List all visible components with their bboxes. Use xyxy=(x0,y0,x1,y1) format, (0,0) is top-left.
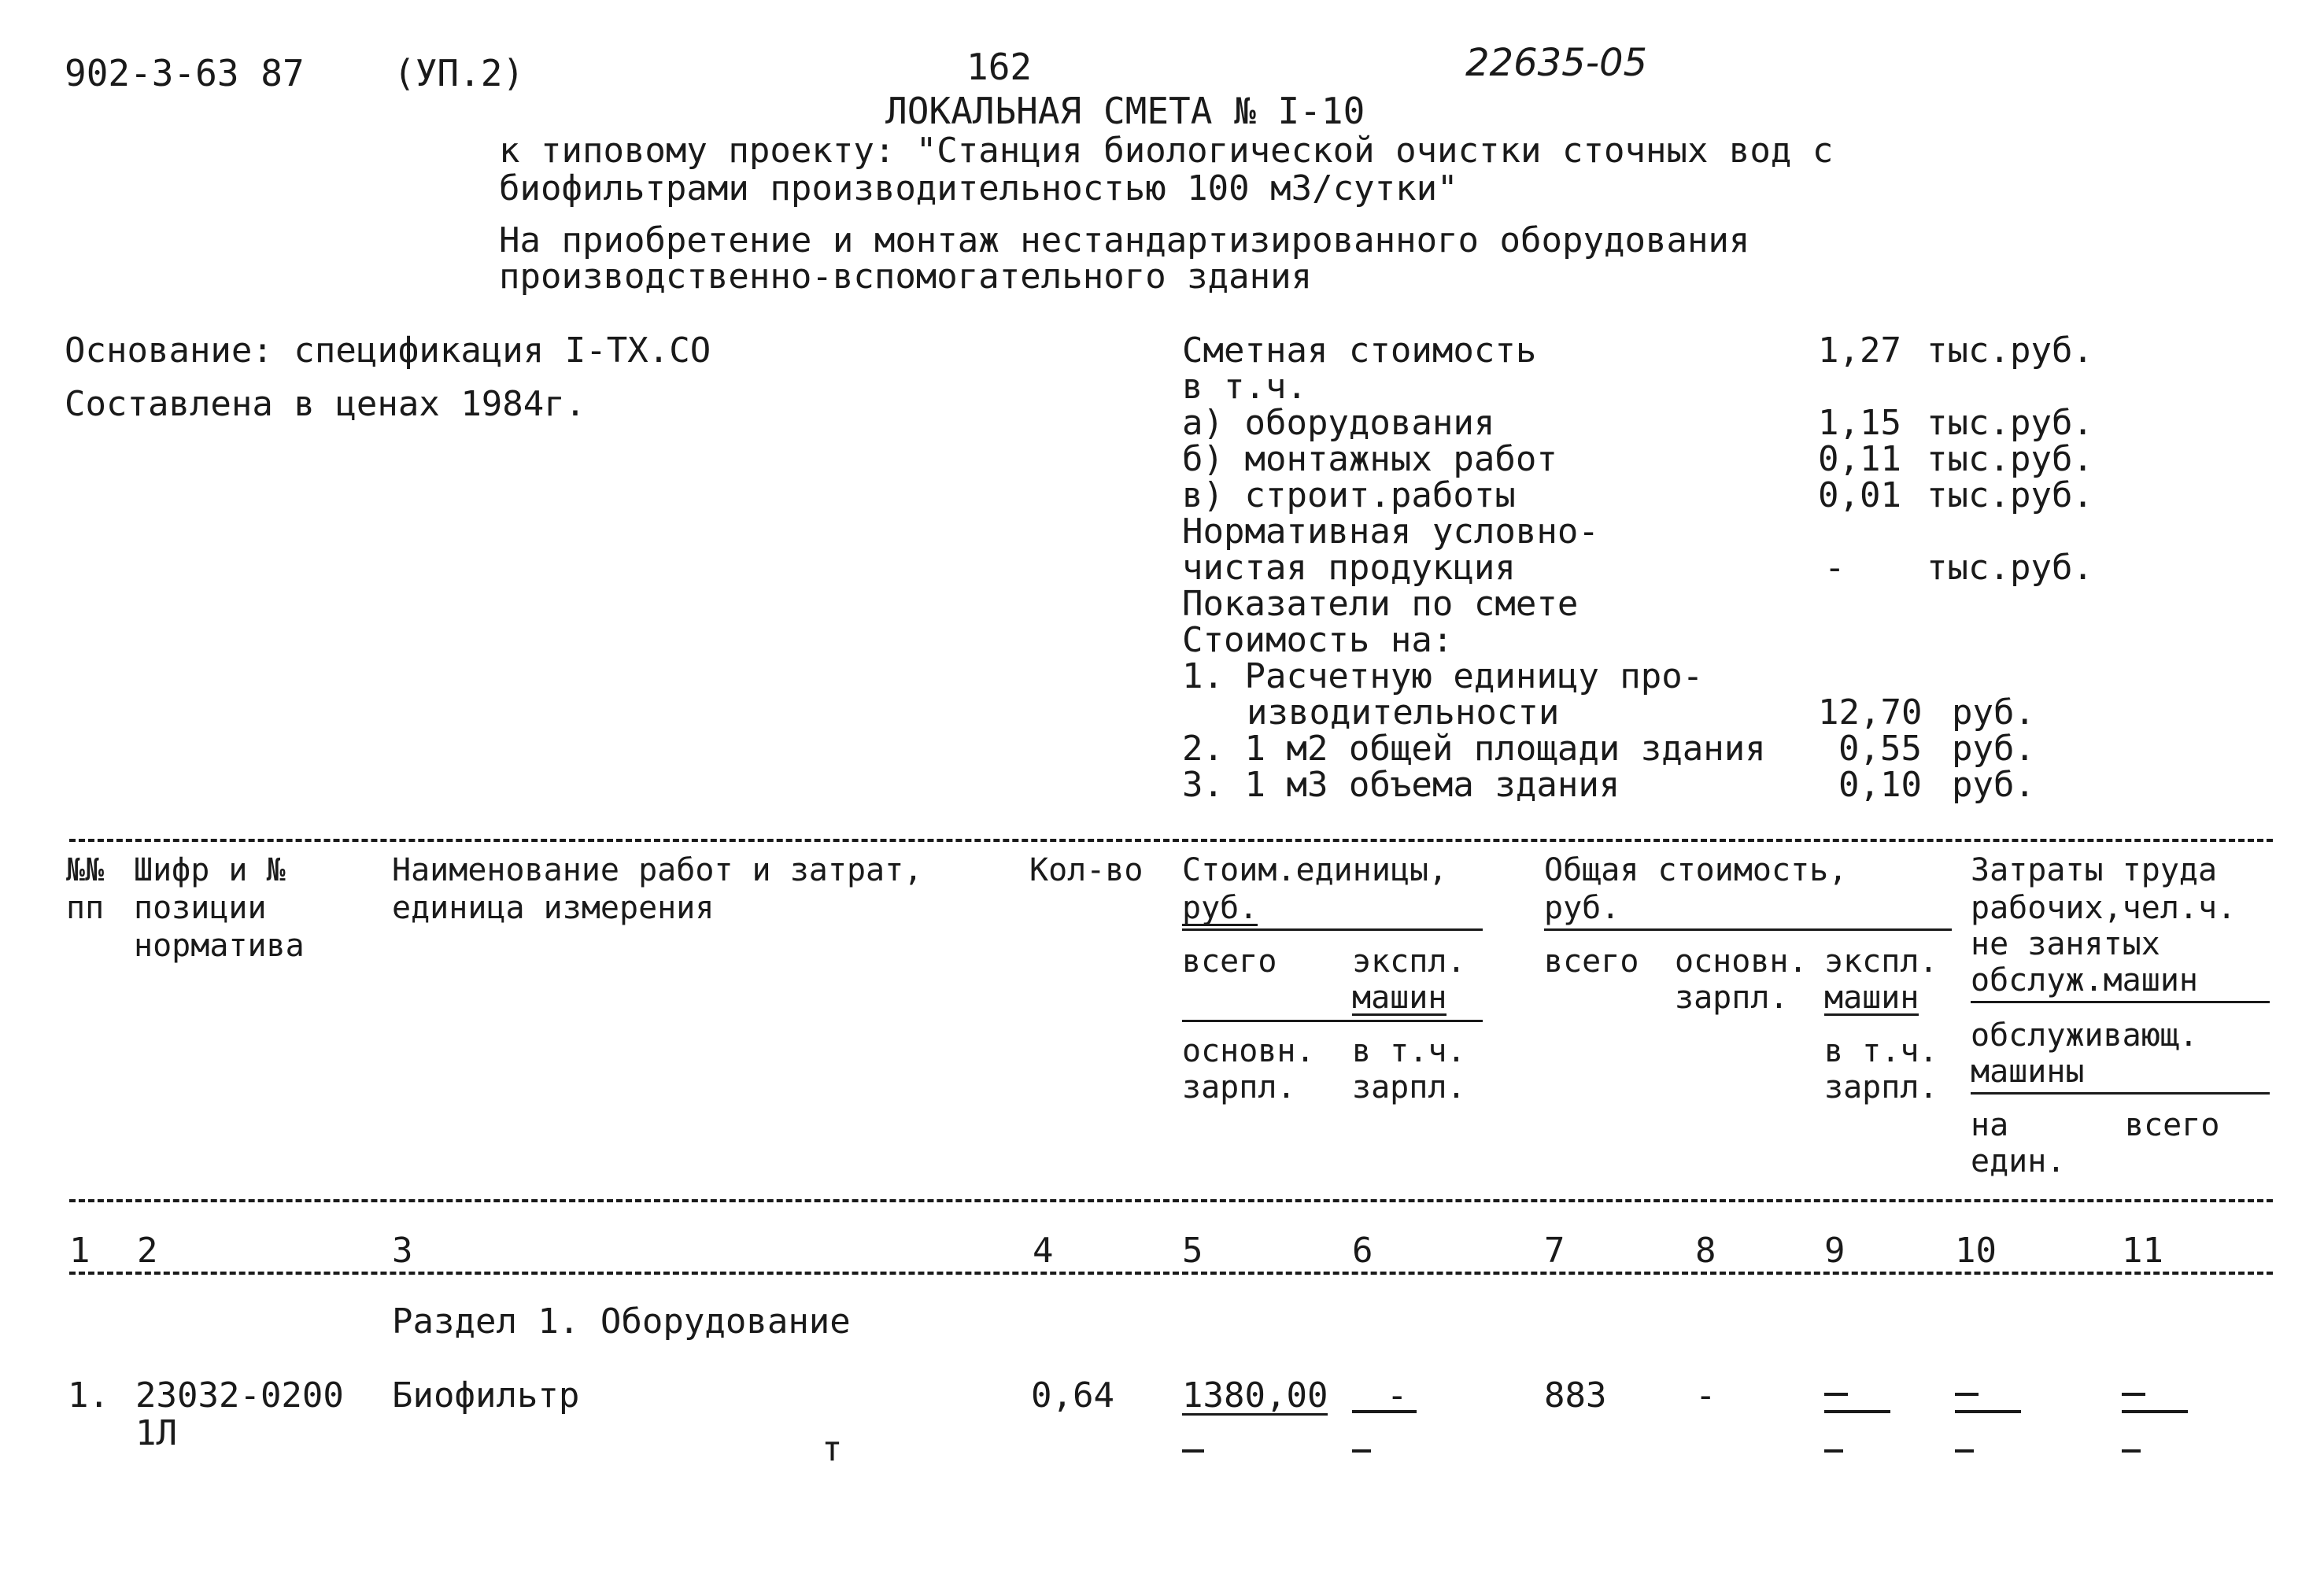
normative-unit: тыс.руб. xyxy=(1927,548,2093,588)
equipment-unit: тыс.руб. xyxy=(1927,403,2093,443)
project-line-1: к типовому проекту: "Станция биологической очистки сточных вод с xyxy=(499,131,1834,171)
header-total-machine-wages-2: зарпл. xyxy=(1824,1069,1938,1106)
per-unit-label-2: изводительности xyxy=(1247,692,1560,733)
header-col3-line1: Наименование работ и затрат, xyxy=(392,852,923,888)
row-total-wages: - xyxy=(1695,1375,1716,1416)
dash-col9-b xyxy=(1824,1410,1890,1413)
header-unit-total: всего xyxy=(1182,943,1277,980)
cost-per-label: Стоимость на: xyxy=(1182,620,1454,660)
header-labor-not-machines-2: обслуж.машин xyxy=(1971,962,2198,999)
equipment-label: а) оборудования xyxy=(1182,403,1495,443)
colnum-7: 7 xyxy=(1544,1231,1565,1271)
construction-unit: тыс.руб. xyxy=(1927,475,2093,515)
header-total-wages-1: основн. xyxy=(1675,943,1808,980)
header-col2-line3: норматива xyxy=(134,928,305,964)
stamp-number: 22635-05 xyxy=(1465,41,1648,85)
header-labor-1: Затраты труда xyxy=(1971,852,2218,888)
colnum-1: 1 xyxy=(69,1231,91,1271)
colnum-10: 10 xyxy=(1955,1231,1997,1271)
document-code: 902-3-63 87 xyxy=(65,52,305,94)
row-unit-machine: - xyxy=(1387,1375,1408,1416)
dash-col11-b xyxy=(2122,1410,2188,1413)
column-numbers-rule xyxy=(69,1272,2273,1275)
including-label: в т.ч. xyxy=(1182,367,1307,407)
row-unit-machine-underline xyxy=(1352,1410,1417,1413)
colnum-9: 9 xyxy=(1824,1231,1846,1271)
dash-col10-b xyxy=(1955,1410,2021,1413)
header-col3-line2: единица измерения xyxy=(392,890,715,926)
page-number: 162 xyxy=(966,46,1033,88)
colnum-3: 3 xyxy=(392,1231,413,1271)
header-unit-machine-1: экспл. xyxy=(1352,943,1466,980)
header-labor-machines-2: машины xyxy=(1971,1054,2085,1090)
header-total-machine-1: экспл. xyxy=(1824,943,1938,980)
row-unit-total: 1380,00 xyxy=(1182,1375,1328,1416)
row-code-2: 1Л xyxy=(135,1413,177,1453)
row-code-1: 23032-0200 xyxy=(135,1375,344,1416)
header-unit-cost-rub: руб. xyxy=(1182,890,1258,926)
header-total-wages-2: зарпл. xyxy=(1675,980,1789,1016)
per-m2-value: 0,55 xyxy=(1838,729,1922,769)
row-name: Биофильтр xyxy=(392,1375,580,1416)
header-labor-machines-1: обслуживающ. xyxy=(1971,1017,2198,1054)
colnum-4: 4 xyxy=(1033,1231,1054,1271)
row-qty: 0,64 xyxy=(1031,1375,1114,1416)
per-unit-label-1: 1. Расчетную единицу про- xyxy=(1182,656,1704,696)
header-unit-wages-2: зарпл. xyxy=(1182,1069,1296,1106)
header-unit-machine-wages-2: зарпл. xyxy=(1352,1069,1466,1106)
construction-value: 0,01 xyxy=(1818,475,1901,515)
header-total-total: всего xyxy=(1544,943,1639,980)
header-total-cost: Общая стоимость, xyxy=(1544,852,1848,888)
per-m3-value: 0,10 xyxy=(1838,765,1922,805)
document-title: ЛОКАЛЬНАЯ СМЕТА № I-10 xyxy=(885,90,1365,132)
subject-line-2: производственно-вспомогательного здания xyxy=(499,257,1313,297)
installation-value: 0,11 xyxy=(1818,439,1901,479)
header-unit-cost-rule xyxy=(1182,928,1483,931)
header-col4: Кол-во xyxy=(1029,852,1144,888)
per-m3-unit: руб. xyxy=(1952,765,2035,805)
header-col2-line2: позиции xyxy=(134,890,267,926)
normative-label-1: Нормативная условно- xyxy=(1182,511,1599,552)
header-labor-rule-1 xyxy=(1971,1001,2270,1003)
colnum-6: 6 xyxy=(1352,1231,1373,1271)
header-col1-line1: №№ xyxy=(66,852,105,888)
subject-line-1: На приобретение и монтаж нестандартизированного оборудования xyxy=(499,220,1750,260)
header-total-cost-rub: руб. xyxy=(1544,890,1620,926)
header-labor-2: рабочих,чел.ч. xyxy=(1971,890,2237,926)
header-unit-wages-1: основн. xyxy=(1182,1033,1315,1069)
header-labor-per-unit-1: на xyxy=(1971,1107,2009,1143)
dash-wages-col10 xyxy=(1955,1449,1974,1453)
basis-text: Основание: спецификация I-TX.CO xyxy=(65,330,711,371)
header-total-cost-rule xyxy=(1544,928,1952,931)
colnum-5: 5 xyxy=(1182,1231,1203,1271)
dash-wages-col9 xyxy=(1824,1449,1843,1453)
normative-value: - xyxy=(1824,548,1846,588)
dash-col11-a xyxy=(2122,1393,2145,1396)
per-unit-value: 12,70 xyxy=(1818,692,1923,733)
construction-label: в) строит.работы xyxy=(1182,475,1516,515)
table-header-bottom-rule xyxy=(69,1199,2273,1202)
header-labor-per-unit-2: един. xyxy=(1971,1143,2066,1179)
header-labor-not-machines-1: не занятых xyxy=(1971,926,2160,962)
header-labor-total: всего xyxy=(2125,1107,2220,1143)
header-col1-line2: пп xyxy=(66,890,105,926)
header-unit-cost: Стоим.единицы, xyxy=(1182,852,1448,888)
header-total-machine-wages-1: в т.ч. xyxy=(1824,1033,1938,1069)
colnum-8: 8 xyxy=(1695,1231,1716,1271)
per-m2-label: 2. 1 м2 общей площади здания xyxy=(1182,729,1766,769)
estimated-cost-value: 1,27 xyxy=(1818,330,1901,371)
installation-unit: тыс.руб. xyxy=(1927,439,2093,479)
album-number: (УП.2) xyxy=(393,52,525,94)
header-labor-rule-2 xyxy=(1971,1092,2270,1095)
installation-label: б) монтажных работ xyxy=(1182,439,1557,479)
equipment-value: 1,15 xyxy=(1818,403,1901,443)
table-top-rule xyxy=(69,839,2273,842)
estimated-cost-label: Сметная стоимость xyxy=(1182,330,1537,371)
dash-wages-col6 xyxy=(1352,1449,1371,1453)
per-m3-label: 3. 1 м3 объема здания xyxy=(1182,765,1620,805)
header-unit-machine-2: машин xyxy=(1352,980,1447,1016)
dash-wages-col11 xyxy=(2122,1449,2141,1453)
project-line-2: биофильтрами производительностью 100 м3/сутки" xyxy=(499,168,1458,209)
normative-label-2: чистая продукция xyxy=(1182,548,1516,588)
indicators-label: Показатели по смете xyxy=(1182,584,1579,624)
row-total: 883 xyxy=(1544,1375,1607,1416)
colnum-2: 2 xyxy=(137,1231,158,1271)
estimated-cost-unit: тыс.руб. xyxy=(1927,330,2093,371)
per-unit-unit: руб. xyxy=(1952,692,2035,733)
per-m2-unit: руб. xyxy=(1952,729,2035,769)
dash-col10-a xyxy=(1955,1393,1979,1396)
header-unit-rule-2 xyxy=(1182,1020,1483,1022)
dash-col9-a xyxy=(1824,1393,1848,1396)
colnum-11: 11 xyxy=(2122,1231,2163,1271)
row-unit: т xyxy=(822,1429,843,1469)
dash-wages-col5 xyxy=(1182,1449,1204,1453)
header-unit-machine-wages-1: в т.ч. xyxy=(1352,1033,1466,1069)
header-col2-line1: Шифр и № xyxy=(134,852,286,888)
header-total-machine-2: машин xyxy=(1824,980,1919,1016)
prices-text: Составлена в ценах 1984г. xyxy=(65,384,586,424)
section-title: Раздел 1. Оборудование xyxy=(392,1301,851,1342)
row-num: 1. xyxy=(68,1375,109,1416)
